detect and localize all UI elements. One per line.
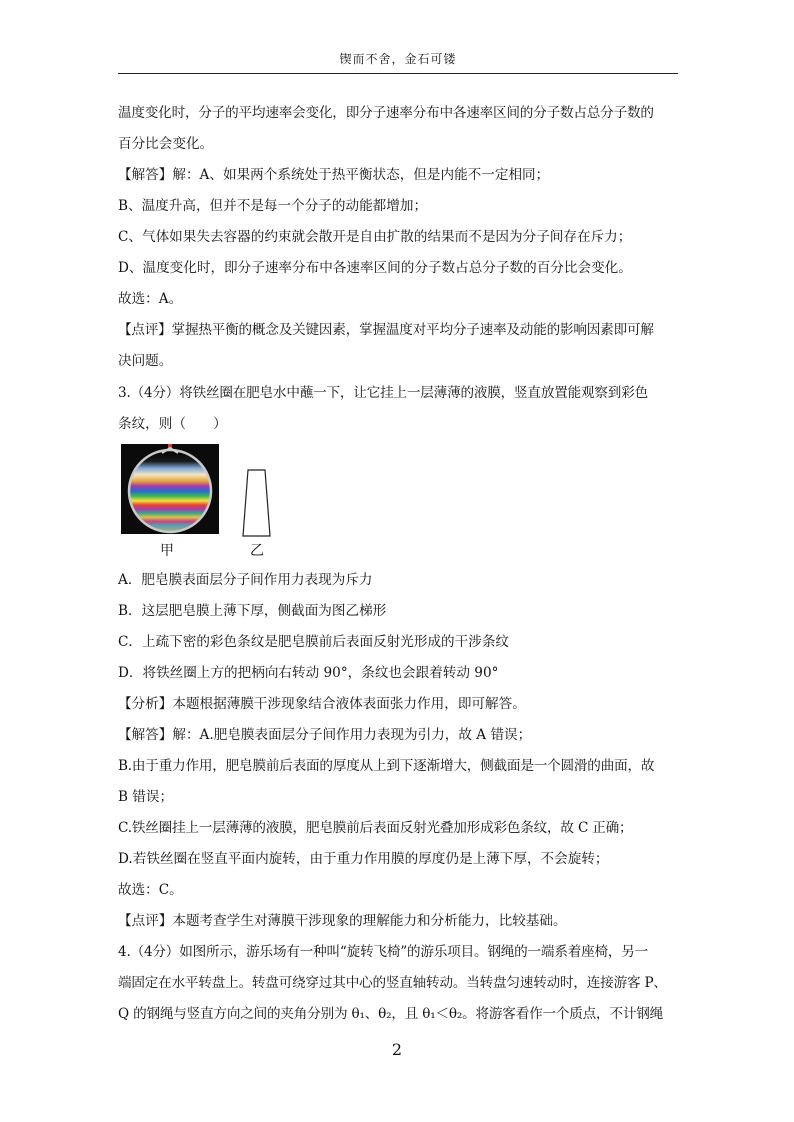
text-line: 温度变化时，分子的平均速率会变化，即分子速率分布中各速率区间的分子数占总分子数的 (118, 105, 654, 121)
soap-film-photo (121, 444, 219, 534)
question-3-stem: 3.（4分）将铁丝圈在肥皂水中蘸一下，让它挂上一层薄薄的液膜，竖直放置能观察到彩色 (118, 385, 648, 401)
option-d: D．将铁丝圈上方的把柄向右转动 90°，条纹也会跟着转动 90° (118, 665, 499, 681)
text-line: 故选：C。 (118, 882, 183, 898)
header-divider (118, 73, 678, 74)
text-line: 百分比会变化。 (118, 136, 214, 152)
text-line: 【解答】解：A、如果两个系统处于热平衡状态，但是内能不一定相同； (118, 167, 550, 183)
text-line: 【分析】本题根据薄膜干涉现象结合液体表面张力作用，即可解答。 (118, 696, 526, 712)
text-line: D、温度变化时，即分子速率分布中各速率区间的分子数占总分子数的百分比会变化。 (118, 260, 632, 276)
question-4-stem: 4.（4分）如图所示，游乐场有一种叫“旋转飞椅”的游乐项目。钢绳的一端系着座椅，另一 (118, 944, 649, 960)
text-line: 故选：A。 (118, 291, 183, 307)
option-b: B．这层肥皂膜上薄下厚，侧截面为图乙梯形 (118, 603, 387, 619)
page-number: 2 (391, 1040, 403, 1059)
figure-caption-jia: 甲 (160, 543, 174, 559)
page-header-motto: 锲而不舍，金石可镂 (339, 52, 457, 66)
option-a: A．肥皂膜表面层分子间作用力表现为斥力 (118, 572, 373, 588)
text-line: B.由于重力作用，肥皂膜前后表面的厚度从上到下逐渐增大，侧截面是一个圆滑的曲面，故 (118, 758, 655, 774)
text-line: B 错误； (118, 789, 174, 805)
figure-caption-yi: 乙 (250, 543, 264, 559)
text-line: B、温度升高，但并不是每一个分子的动能都增加； (118, 198, 428, 214)
option-c: C．上疏下密的彩色条纹是肥皂膜前后表面反射光形成的干涉条纹 (118, 634, 510, 650)
text-line: D.若铁丝圈在竖直平面内旋转，由于重力作用膜的厚度仍是上薄下厚，不会旋转； (118, 851, 609, 867)
text-line: 【解答】解：A.肥皂膜表面层分子间作用力表现为引力，故 A 错误； (118, 727, 532, 743)
question-4-stem: 端固定在水平转盘上。转盘可绕穿过其中心的竖直轴转动。当转盘匀速转动时，连接游客 P、 (118, 975, 667, 991)
text-line: 决问题。 (118, 353, 173, 369)
text-line: C、气体如果失去容器的约束就会散开是自由扩散的结果而不是因为分子间存在斥力； (118, 229, 632, 245)
text-line: 【点评】本题考查学生对薄膜干涉现象的理解能力和分析能力，比较基础。 (118, 913, 567, 929)
text-line: C.铁丝圈挂上一层薄薄的液膜，肥皂膜前后表面反射光叠加形成彩色条纹，故 C 正确； (118, 820, 633, 836)
text-line: 【点评】掌握热平衡的概念及关键因素，掌握温度对平均分子速率及动能的影响因素即可解 (118, 322, 654, 338)
question-4-stem: Q 的钢绳与竖直方向之间的夹角分别为 θ₁、θ₂，且 θ₁＜θ₂。将游客看作一个质点，不计钢绳 (118, 1006, 664, 1022)
trapezoid-cross-section-diagram (242, 469, 272, 537)
question-3-stem: 条纹，则（ ） (118, 416, 227, 432)
